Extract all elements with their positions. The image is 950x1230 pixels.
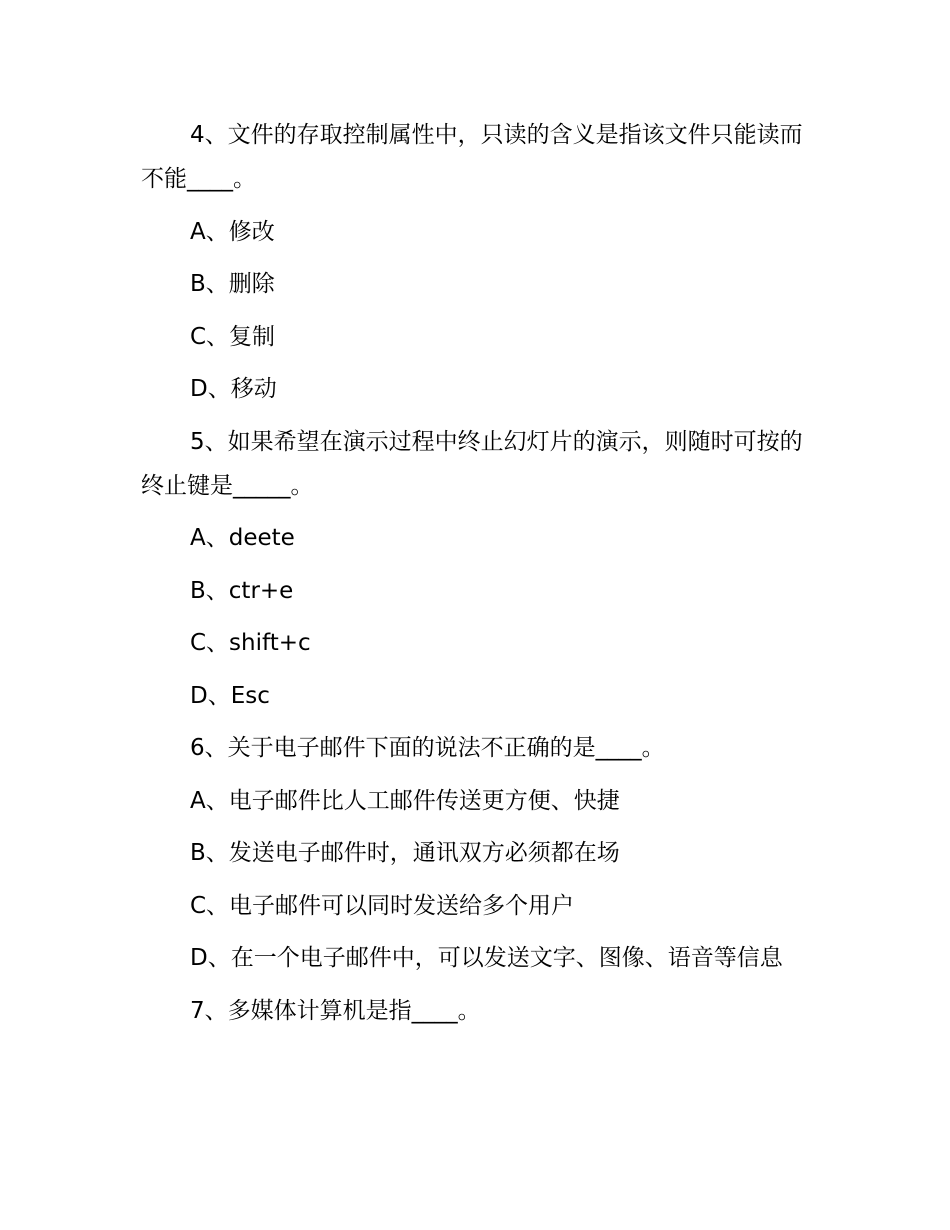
question-stem: 4、文件的存取控制属性中，只读的含义是指该文件只能读而不能____。 (141, 122, 803, 192)
question-6 (141, 726, 811, 980)
question-5 (141, 420, 811, 718)
question-4 (141, 113, 811, 411)
question-7 (141, 989, 811, 1033)
option-d: D、Esc (190, 682, 270, 709)
question-stem: 7、多媒体计算机是指____。 (190, 997, 481, 1024)
question-stem: 5、如果希望在演示过程中终止幻灯片的演示，则随时可按的终止键是_____。 (141, 428, 803, 499)
option-a: A、deete (190, 525, 295, 551)
option-d: D、移动 (190, 376, 277, 402)
option-d: D、在一个电子邮件中，可以发送文字、图像、语音等信息 (190, 945, 783, 971)
option-b: B、删除 (190, 271, 275, 297)
option-b: B、发送电子邮件时，通讯双方必须都在场 (190, 840, 620, 866)
option-a: A、修改 (190, 218, 275, 245)
option-a: A、电子邮件比人工邮件传送更方便、快捷 (190, 787, 620, 814)
option-c: C、shift+c (190, 630, 311, 656)
option-c: C、复制 (190, 323, 276, 350)
option-c: C、电子邮件可以同时发送给多个用户 (190, 892, 575, 919)
question-stem: 6、关于电子邮件下面的说法不正确的是____。 (190, 735, 665, 761)
document-page (141, 113, 811, 1041)
option-b: B、ctr+e (190, 577, 294, 604)
